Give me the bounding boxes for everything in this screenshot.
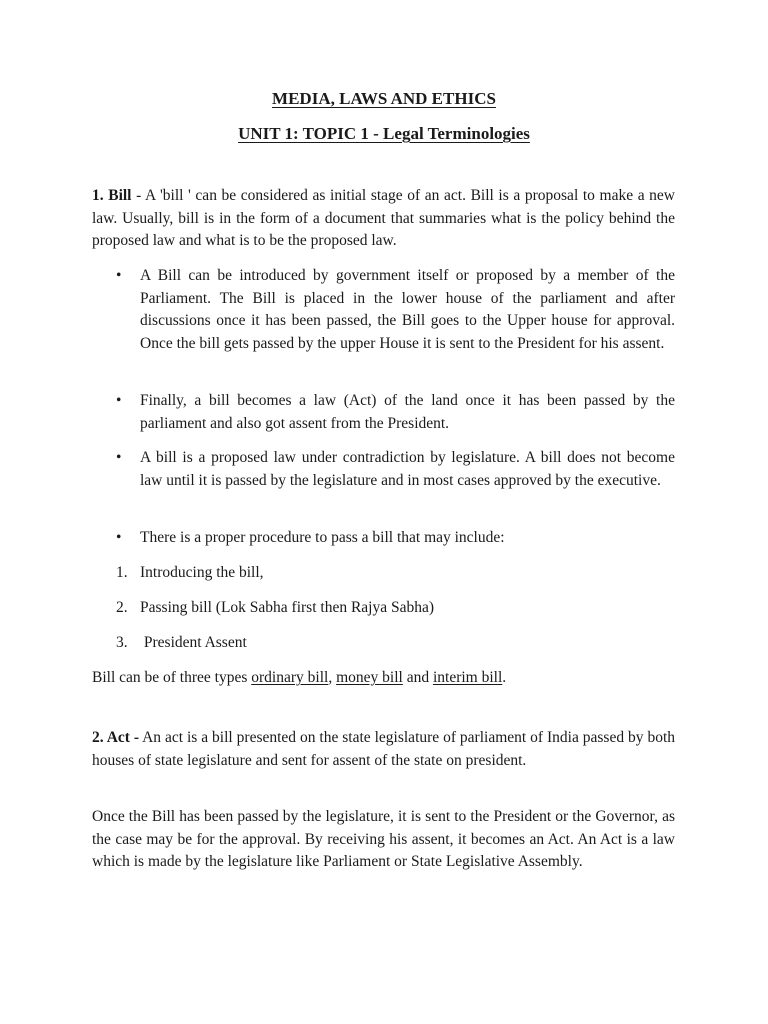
bill-bullet-4-text: There is a proper procedure to pass a bill that may include:	[140, 529, 505, 546]
step-number: 2.	[116, 599, 128, 616]
bill-intro-paragraph	[92, 185, 675, 253]
step-text: Introducing the bill,	[140, 564, 264, 581]
bill-step-1	[116, 562, 675, 585]
bill-step-3	[116, 632, 675, 655]
bill-bullet-2-text: Finally, a bill becomes a law (Act) of the land once it has been passed by the parliament and also got assent from the President.	[140, 392, 675, 432]
step-number: 3.	[116, 634, 128, 651]
bullet-marker: •	[116, 267, 122, 284]
bullet-marker: •	[116, 529, 122, 546]
act-intro-text: An act is a bill presented on the state legislature of parliament of India passed by both houses of state legislature and sent for assent of the state on president.	[92, 729, 675, 769]
bill-bullet-4	[116, 527, 675, 550]
step-text: Passing bill (Lok Sabha first then Rajya Sabha)	[140, 599, 435, 616]
bill-bullet-3	[116, 447, 675, 492]
document-title: MEDIA, LAWS AND ETHICS	[272, 89, 496, 108]
bill-bullet-1	[116, 265, 675, 355]
interim-bill-term: interim bill	[432, 669, 503, 686]
ordinary-bill-term: ordinary bill	[251, 669, 329, 686]
act-heading: 2. Act -	[92, 729, 140, 746]
bill-types-end: .	[502, 669, 507, 686]
step-number: 1.	[116, 564, 128, 581]
bill-types-prefix: Bill can be of three types	[92, 669, 252, 686]
document-subtitle: UNIT 1: TOPIC 1 - Legal Terminologies	[238, 124, 530, 143]
bill-types-paragraph	[92, 667, 675, 690]
bill-heading: 1. Bill	[92, 187, 132, 204]
bullet-marker: •	[116, 449, 122, 466]
bill-bullet-3-text: A bill is a proposed law under contradiction by legislature. A bill does not become law until it is passed by the legislature and in most cases approved by the executive.	[140, 449, 675, 489]
bill-intro-text: - A 'bill ' can be considered as initial stage of an act. Bill is a proposal to make a new law. Usually, bill is in the form of a document that summaries what is the policy behind the proposed law and what is to be the proposed law.	[92, 187, 675, 249]
bill-bullet-1-text: A Bill can be introduced by government itself or proposed by a member of the Parliament. The Bill is placed in the lower house of the parliament and after discussions once it has been passed, the Bill goes to the Upper house for approval. Once the bill gets passed by the upper House it is sent to the President for his assent.	[140, 267, 675, 352]
bill-types-separator: ,	[328, 669, 337, 686]
step-text: President Assent	[140, 634, 247, 651]
bullet-marker: •	[116, 392, 122, 409]
bill-step-2	[116, 597, 675, 620]
act-intro-paragraph	[92, 727, 675, 772]
act-paragraph-2: Once the Bill has been passed by the legislature, it is sent to the President or the Governor, as the case may be for the approval. By receiving his assent, it becomes an Act. An Act is a law which is made by the legislature like Parliament or State Legislative Assembly.	[92, 808, 675, 870]
money-bill-term: money bill	[336, 669, 403, 686]
bill-bullet-2	[116, 390, 675, 435]
bill-types-and: and	[402, 669, 433, 686]
